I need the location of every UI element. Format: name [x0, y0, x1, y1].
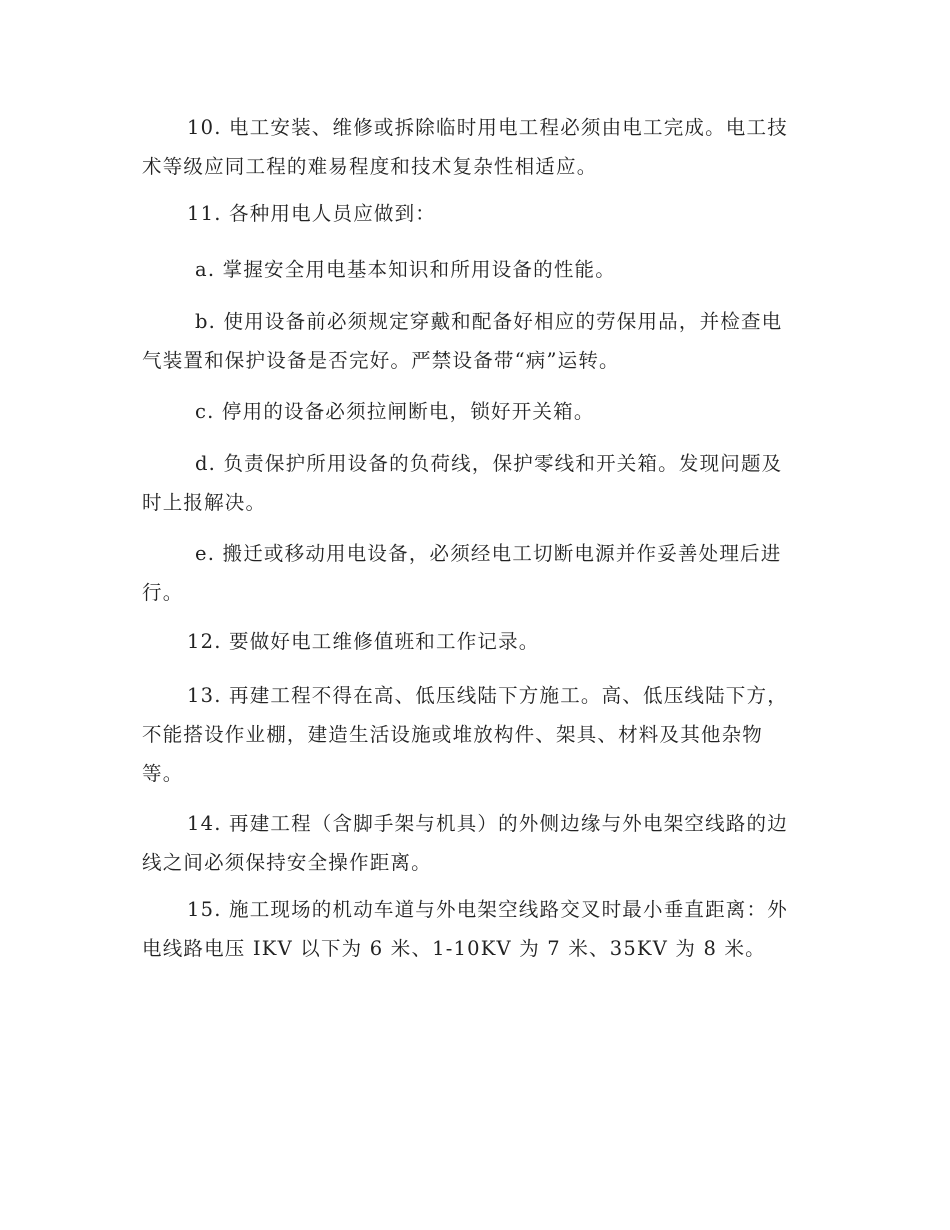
paragraph-subitem-d: d. 负责保护所用设备的负荷线，保护零线和开关箱。发现问题及时上报解决。: [142, 452, 783, 514]
paragraph-item-15: 15. 施工现场的机动车道与外电架空线路交叉时最小垂直距离：外电线路电压 IKV 以下为 6 米、1-10KV 为 7 米、35KV 为 8 米。: [142, 898, 788, 960]
paragraph-item-11: 11. 各种用电人员应做到：: [187, 202, 437, 225]
paragraph-subitem-c: c. 停用的设备必须拉闸断电，锁好开关箱。: [195, 400, 595, 423]
paragraph-item-14: 14. 再建工程（含脚手架与机具）的外侧边缘与外电架空线路的边线之间必须保持安全操作距离。: [142, 812, 788, 874]
paragraph-subitem-b: b. 使用设备前必须规定穿戴和配备好相应的劳保用品，并检查电气装置和保护设备是否完好。严禁设备带“病”运转。: [142, 310, 783, 372]
paragraph-item-12: 12. 要做好电工维修值班和工作记录。: [187, 630, 540, 653]
paragraph-item-10: 10. 电工安装、维修或拆除临时用电工程必须由电工完成。电工技术等级应同工程的难易程度和技术复杂性相适应。: [142, 116, 788, 178]
paragraph-subitem-e: e. 搬迁或移动用电设备，必须经电工切断电源并作妥善处理后进行。: [142, 542, 782, 604]
paragraph-item-13: 13. 再建工程不得在高、低压线陆下方施工。高、低压线陆下方，不能搭设作业棚，建造生活设施或堆放构件、架具、材料及其他杂物等。: [142, 684, 788, 785]
paragraph-subitem-a: a. 掌握安全用电基本知识和所用设备的性能。: [195, 258, 616, 281]
